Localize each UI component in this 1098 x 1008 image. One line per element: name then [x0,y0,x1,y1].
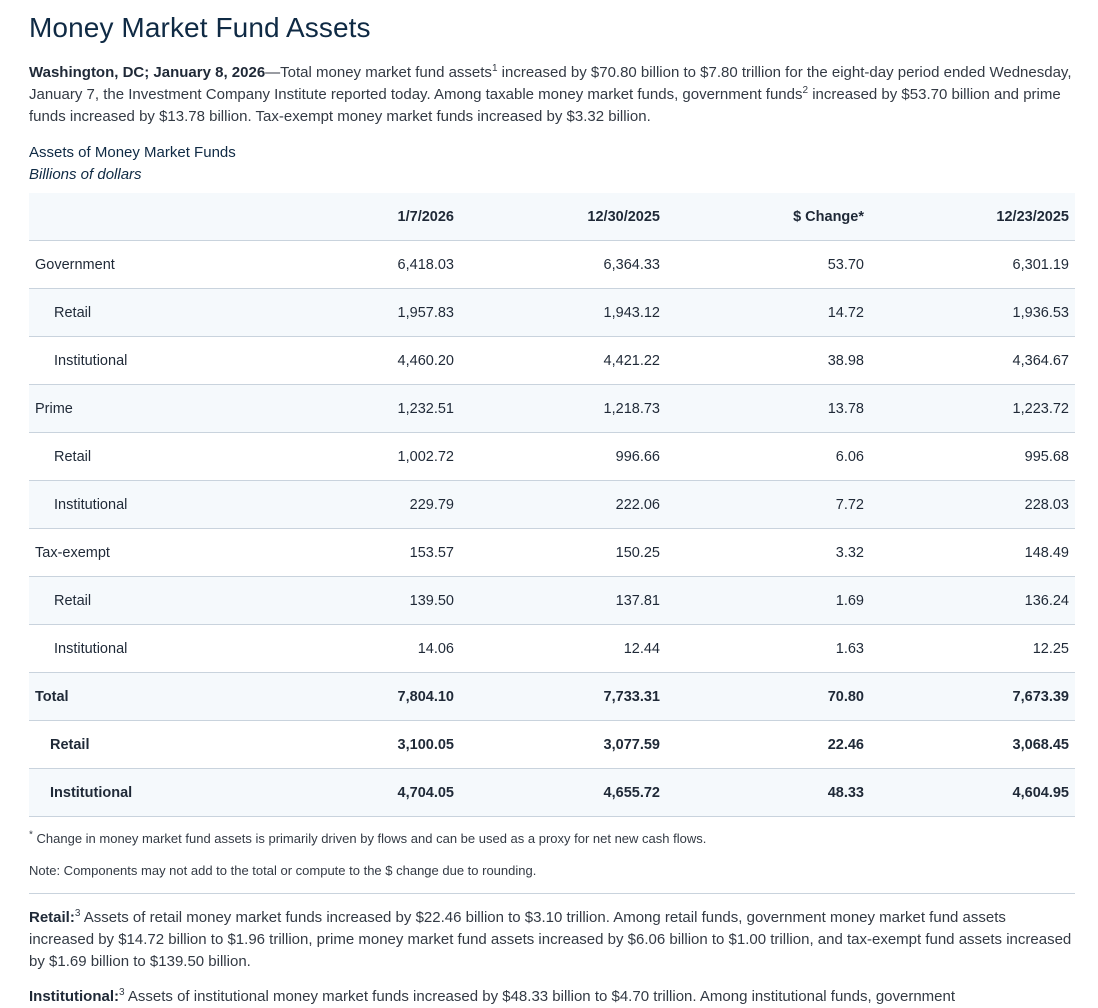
table-row [29,337,1075,385]
row-value: 1,232.51 [316,385,460,433]
retail-paragraph [29,907,1075,973]
table-row [29,673,1075,721]
row-value: 1,218.73 [460,385,666,433]
row-value: 22.46 [666,721,870,769]
row-value: 3,077.59 [460,721,666,769]
row-value: 1,002.72 [316,433,460,481]
row-value: 14.06 [316,625,460,673]
table-row [29,433,1075,481]
row-label: Retail [29,433,316,481]
row-label: Retail [29,289,316,337]
row-value: 136.24 [870,577,1075,625]
row-value: 4,364.67 [870,337,1075,385]
lead-text-1: —Total money market fund assets [265,64,492,81]
row-value: 1,943.12 [460,289,666,337]
retail-text: Assets of retail money market funds increased by $22.46 billion to $3.10 trillion. Among retail funds, government money market fund assets increased by $14.72 billion to $1.96 trillion, prime money market fund assets increased by $6.06 billion to $1.00 trillion, and tax-exempt fund assets increased by $1.69 billion to $139.50 billion. [29,909,1072,970]
row-value: 7,733.31 [460,673,666,721]
row-value: 14.72 [666,289,870,337]
row-value: 7,804.10 [316,673,460,721]
row-label: Institutional [29,769,316,817]
row-label: Tax-exempt [29,529,316,577]
row-value: 1,936.53 [870,289,1075,337]
row-value: 38.98 [666,337,870,385]
row-value: 137.81 [460,577,666,625]
row-value: 4,421.22 [460,337,666,385]
row-value: 228.03 [870,481,1075,529]
row-value: 7.72 [666,481,870,529]
header-date-current: 1/7/2026 [316,193,460,241]
lead-paragraph [29,62,1075,128]
dateline: Washington, DC; January 8, 2026 [29,64,266,81]
institutional-footnote-ref[interactable]: 3 [119,987,125,998]
row-value: 1.63 [666,625,870,673]
row-label: Institutional [29,481,316,529]
row-value: 4,655.72 [460,769,666,817]
table-row [29,577,1075,625]
row-value: 70.80 [666,673,870,721]
assets-table [29,193,1075,817]
table-row [29,289,1075,337]
row-value: 13.78 [666,385,870,433]
row-label: Retail [29,577,316,625]
divider [29,893,1075,894]
row-value: 3.32 [666,529,870,577]
row-value: 229.79 [316,481,460,529]
row-value: 1,223.72 [870,385,1075,433]
lead-text-2: increased by $70.80 billion to $7.80 trillion for the eight-day period ended Wednesday, January 7, the Investment Company Institute reported today. Among taxable money market funds, government funds [29,64,1072,103]
row-value: 3,068.45 [870,721,1075,769]
row-value: 222.06 [460,481,666,529]
table-body [29,241,1075,817]
retail-footnote-ref[interactable]: 3 [74,908,81,919]
table-row [29,721,1075,769]
row-value: 995.68 [870,433,1075,481]
row-label: Total [29,673,316,721]
header-label [29,193,316,241]
row-value: 153.57 [316,529,460,577]
row-value: 1,957.83 [316,289,460,337]
institutional-label: Institutional: [29,988,119,1005]
row-value: 996.66 [460,433,666,481]
row-value: 6,301.19 [870,241,1075,289]
table-subtitle: Billions of dollars [29,166,142,183]
footnote-note: Note: Components may not add to the total or compute to the $ change due to rounding. [29,863,537,878]
footnote-star-text: Change in money market fund assets is primarily driven by flows and can be used as a proxy for net new cash flows. [32,831,707,846]
retail-label: Retail: [29,909,75,926]
row-value: 6,418.03 [316,241,460,289]
row-label: Institutional [29,625,316,673]
lead-text-3: increased by $53.70 billion and prime funds increased by $13.78 billion. Tax-exempt money market funds increased by $3.32 billion. [29,86,1061,125]
row-value: 53.70 [666,241,870,289]
page-title: Money Market Fund Assets [29,12,371,43]
table-row [29,241,1075,289]
row-value: 6,364.33 [460,241,666,289]
row-value: 139.50 [316,577,460,625]
footnote-star-mark: * [29,829,33,841]
row-value: 6.06 [666,433,870,481]
row-value: 12.25 [870,625,1075,673]
institutional-paragraph [29,986,1075,1008]
row-value: 4,704.05 [316,769,460,817]
table-row [29,769,1075,817]
row-value: 3,100.05 [316,721,460,769]
row-value: 48.33 [666,769,870,817]
footnote-ref-1[interactable]: 1 [491,63,498,74]
row-value: 7,673.39 [870,673,1075,721]
institutional-text: Assets of institutional money market funds increased by $48.33 billion to $4.70 trillion. Among institutional funds, government [124,988,956,1005]
header-change: $ Change* [666,193,870,241]
table-row [29,529,1075,577]
table-row [29,385,1075,433]
row-value: 12.44 [460,625,666,673]
row-value: 150.25 [460,529,666,577]
table-title: Assets of Money Market Funds [29,144,236,161]
table-row [29,481,1075,529]
row-label: Retail [29,721,316,769]
table-row [29,625,1075,673]
footnote-star [29,830,1069,848]
row-label: Institutional [29,337,316,385]
header-date-older: 12/23/2025 [870,193,1075,241]
row-value: 148.49 [870,529,1075,577]
header-date-previous: 12/30/2025 [460,193,666,241]
row-value: 1.69 [666,577,870,625]
row-label: Government [29,241,316,289]
row-value: 4,460.20 [316,337,460,385]
row-label: Prime [29,385,316,433]
footnote-ref-2[interactable]: 2 [802,85,809,96]
row-value: 4,604.95 [870,769,1075,817]
table-header-row [29,193,1075,241]
